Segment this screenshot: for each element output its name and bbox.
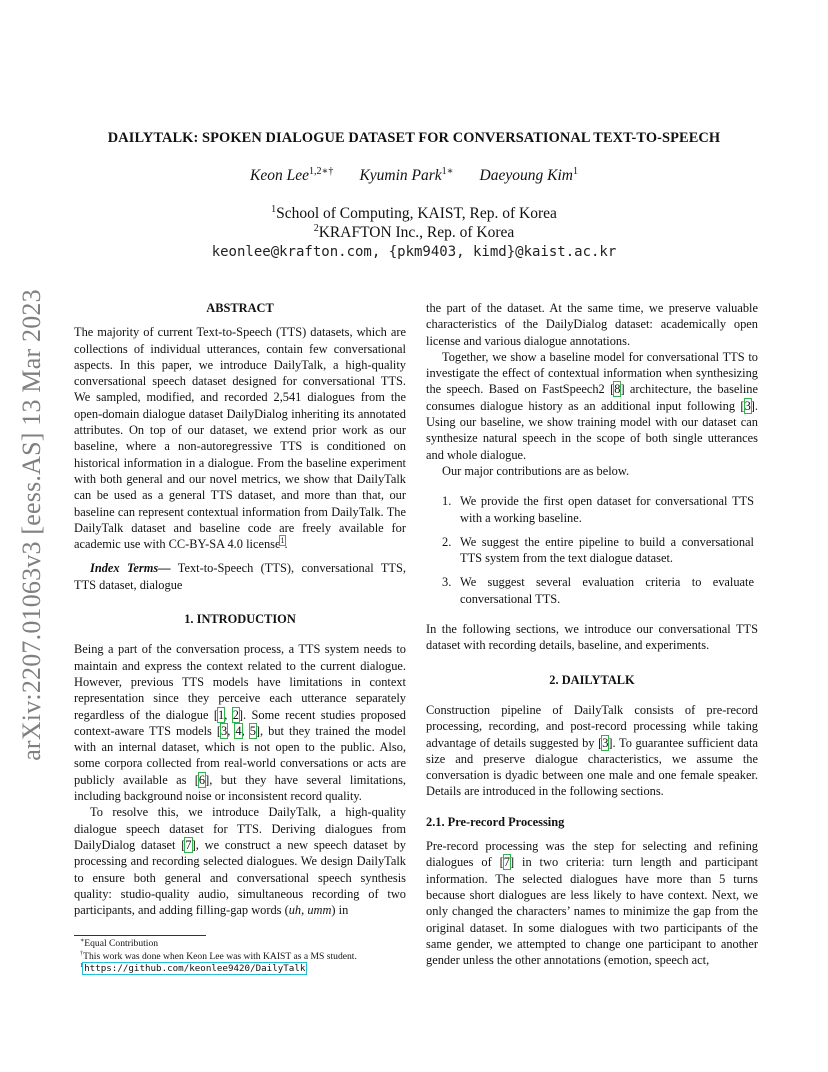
index-terms: Index Terms— Text-to-Speech (TTS), conversational TTS, TTS dataset, dialogue	[74, 561, 406, 592]
intro-paragraph: the part of the dataset. At the same time, we preserve valuable characteristics of the DailyDialog dataset: academically open license and various dialogue annotations.	[426, 301, 758, 348]
pre-record-paragraph: Pre-record processing was the step for selecting and refining dialogues of [7] in two criteria: turn length and participant information. The selected dialogues have more than 5 turns because short dialogues are less likely to have context. Next, we only changed the characters’ names to minimize the gap from the original dataset. In some dialogues with two participants of the same gender, we attempted to change one participant to another gender unless the other annotations (emotion, speech act,	[426, 839, 758, 968]
affiliation-text: School of Computing, KAIST, Rep. of Korea	[276, 205, 557, 222]
contributions-list	[426, 493, 758, 607]
citation-link[interactable]: 6	[198, 772, 206, 787]
footnote: $^1$https://github.com/keonlee9420/DailyTalk	[80, 962, 306, 975]
abstract-body: The majority of current Text-to-Speech (TTS) datasets, which are collections of individual utterances, contain few conversational aspects. In this paper, we introduce DailyTalk, a high-quality conversational speech dataset designed for conversational TTS. We sampled, modified, and recorded 2,541 dialogues from the open-domain dialogue dataset DailyDialog inheriting its annotated attributes. On top of our dataset, we extend prior work as our baseline, where a non-autoregressive TTS is conditioned on historical information in a dialogue. From the baseline experiment with both general and our novel metrics, we show that DailyTalk can be used as a general TTS dataset, and more than that, our baseline can represent contextual information from DailyTalk. The DailyTalk dataset and baseline code are freely available for academic use with CC-BY-SA 4.0 license$^1$.	[74, 325, 406, 552]
affiliation	[60, 224, 768, 242]
affiliation-text: KRAFTON Inc., Rep. of Korea	[318, 224, 515, 241]
index-terms-label: Index Terms—	[90, 561, 171, 576]
citation-link[interactable]: 8	[614, 382, 621, 397]
dailytalk-paragraph: Construction pipeline of DailyTalk consists of pre-record processing, recording, and post-record processing while taking advantage of details suggested by [3]. To guarantee sufficient data size and preserve dialogue characteristics, we assume the conversation is dyadic between one male and one female speaker. Details are introduced in the following sections.	[426, 702, 758, 799]
footnote: ∗Equal Contribution	[80, 936, 159, 949]
citation-link[interactable]: 3	[744, 398, 751, 413]
author-name: Keon Lee	[250, 167, 309, 184]
section-heading-dailytalk: 2. DAILYTALK	[549, 672, 635, 687]
intro-paragraph: Together, we show a baseline model for conversational TTS to investigate the effect of contextual information when synthesizing the speech. Based on FastSpeech2 [8] architecture, the baseline consumes dialogue history as an additional input following [3]. Using our baseline, we show training model with our dataset can synthesize natural speech in the scope of both single utterances and whole dialogue.	[426, 349, 758, 462]
author-affil-mark: 1	[572, 165, 578, 177]
footnote-link[interactable]: 1	[280, 536, 285, 546]
intro-paragraph: Our major contributions are as below.	[442, 463, 630, 478]
subsection-heading-pre-record: 2.1. Pre-record Processing	[426, 814, 565, 829]
list-item: 1. We provide the first open dataset for conversational TTS with a working baseline.	[442, 494, 754, 525]
arxiv-sidebar-stamp	[12, 270, 52, 780]
list-item: 2. We suggest the entire pipeline to build a conversational TTS system from the text dialogue dataset.	[442, 534, 754, 566]
footnote: †This work was done when Keon Lee was with KAIST as a MS student.	[80, 949, 357, 962]
affiliation-mark: 2	[313, 222, 319, 234]
intro-paragraph: Being a part of the conversation process, a TTS system needs to maintain and express the context related to the current dialogue. However, previous TTS models have limitations in context representation since they perceive each utterance separately regardless of the dialogue [1, 2]. Some recent studies proposed context-aware TTS models [3, 4, 5], but they trained the model with an internal dataset, which is not open to the public. Also, some corpora collected from real-world conversations or acts are publicly available as [6], but they have several limitations, including background noise or inconsistent record quality.	[74, 642, 406, 804]
intro-paragraph: To resolve this, we introduce DailyTalk, a high-quality dialogue speech dataset for TTS. Deriving dialogues from DailyDialog dataset [7], we construct a new speech dataset by processing and recording selected dialogues. We design DailyTalk to ensure both general and conversational speech synthesis quality: studio-quality audio, simultaneous recording of two participants, and adding filling-gap words (uh, umm) in	[74, 805, 406, 918]
citation-link[interactable]: 7	[503, 855, 510, 870]
citation-link[interactable]: 1	[218, 707, 225, 722]
citation-link[interactable]: 3	[602, 735, 609, 750]
footnote-rule	[74, 935, 206, 936]
author-affil-mark: 1∗	[441, 165, 454, 177]
citation-link[interactable]: 7	[185, 837, 192, 852]
abstract-heading: ABSTRACT	[206, 301, 274, 315]
section-heading-introduction: 1. INTRODUCTION	[184, 612, 296, 627]
left-column	[74, 300, 406, 918]
author-name: Daeyoung Kim	[479, 167, 573, 184]
citation-link[interactable]: 2	[232, 707, 239, 722]
intro-paragraph: In the following sections, we introduce our conversational TTS dataset with recording details, baseline, and experiments.	[426, 622, 758, 653]
citation-link[interactable]: 4	[235, 723, 242, 738]
author-list	[60, 167, 768, 185]
footnotes	[80, 938, 410, 976]
list-item: 3. We suggest several evaluation criteria to evaluate conversational TTS.	[442, 575, 754, 606]
affiliation-mark: 1	[271, 203, 277, 215]
right-column	[426, 300, 758, 968]
citation-link[interactable]: 3	[221, 723, 228, 738]
arxiv-id: arXiv:2207.01063v3 [eess.AS] 13 Mar 2023	[17, 289, 46, 761]
github-link[interactable]: https://github.com/keonlee9420/DailyTalk	[84, 963, 306, 975]
paper-title: DAILYTALK: SPOKEN DIALOGUE DATASET FOR CONVERSATIONAL TEXT-TO-SPEECH	[107, 130, 721, 146]
author-affil-mark: 1,2∗†	[308, 165, 334, 177]
affiliation	[60, 205, 768, 223]
author-emails: keonlee@krafton.com, {pkm9403, kimd}@kaist.ac.kr	[211, 244, 617, 260]
author-name: Kyumin Park	[359, 167, 442, 184]
citation-link[interactable]: 5	[249, 723, 256, 738]
